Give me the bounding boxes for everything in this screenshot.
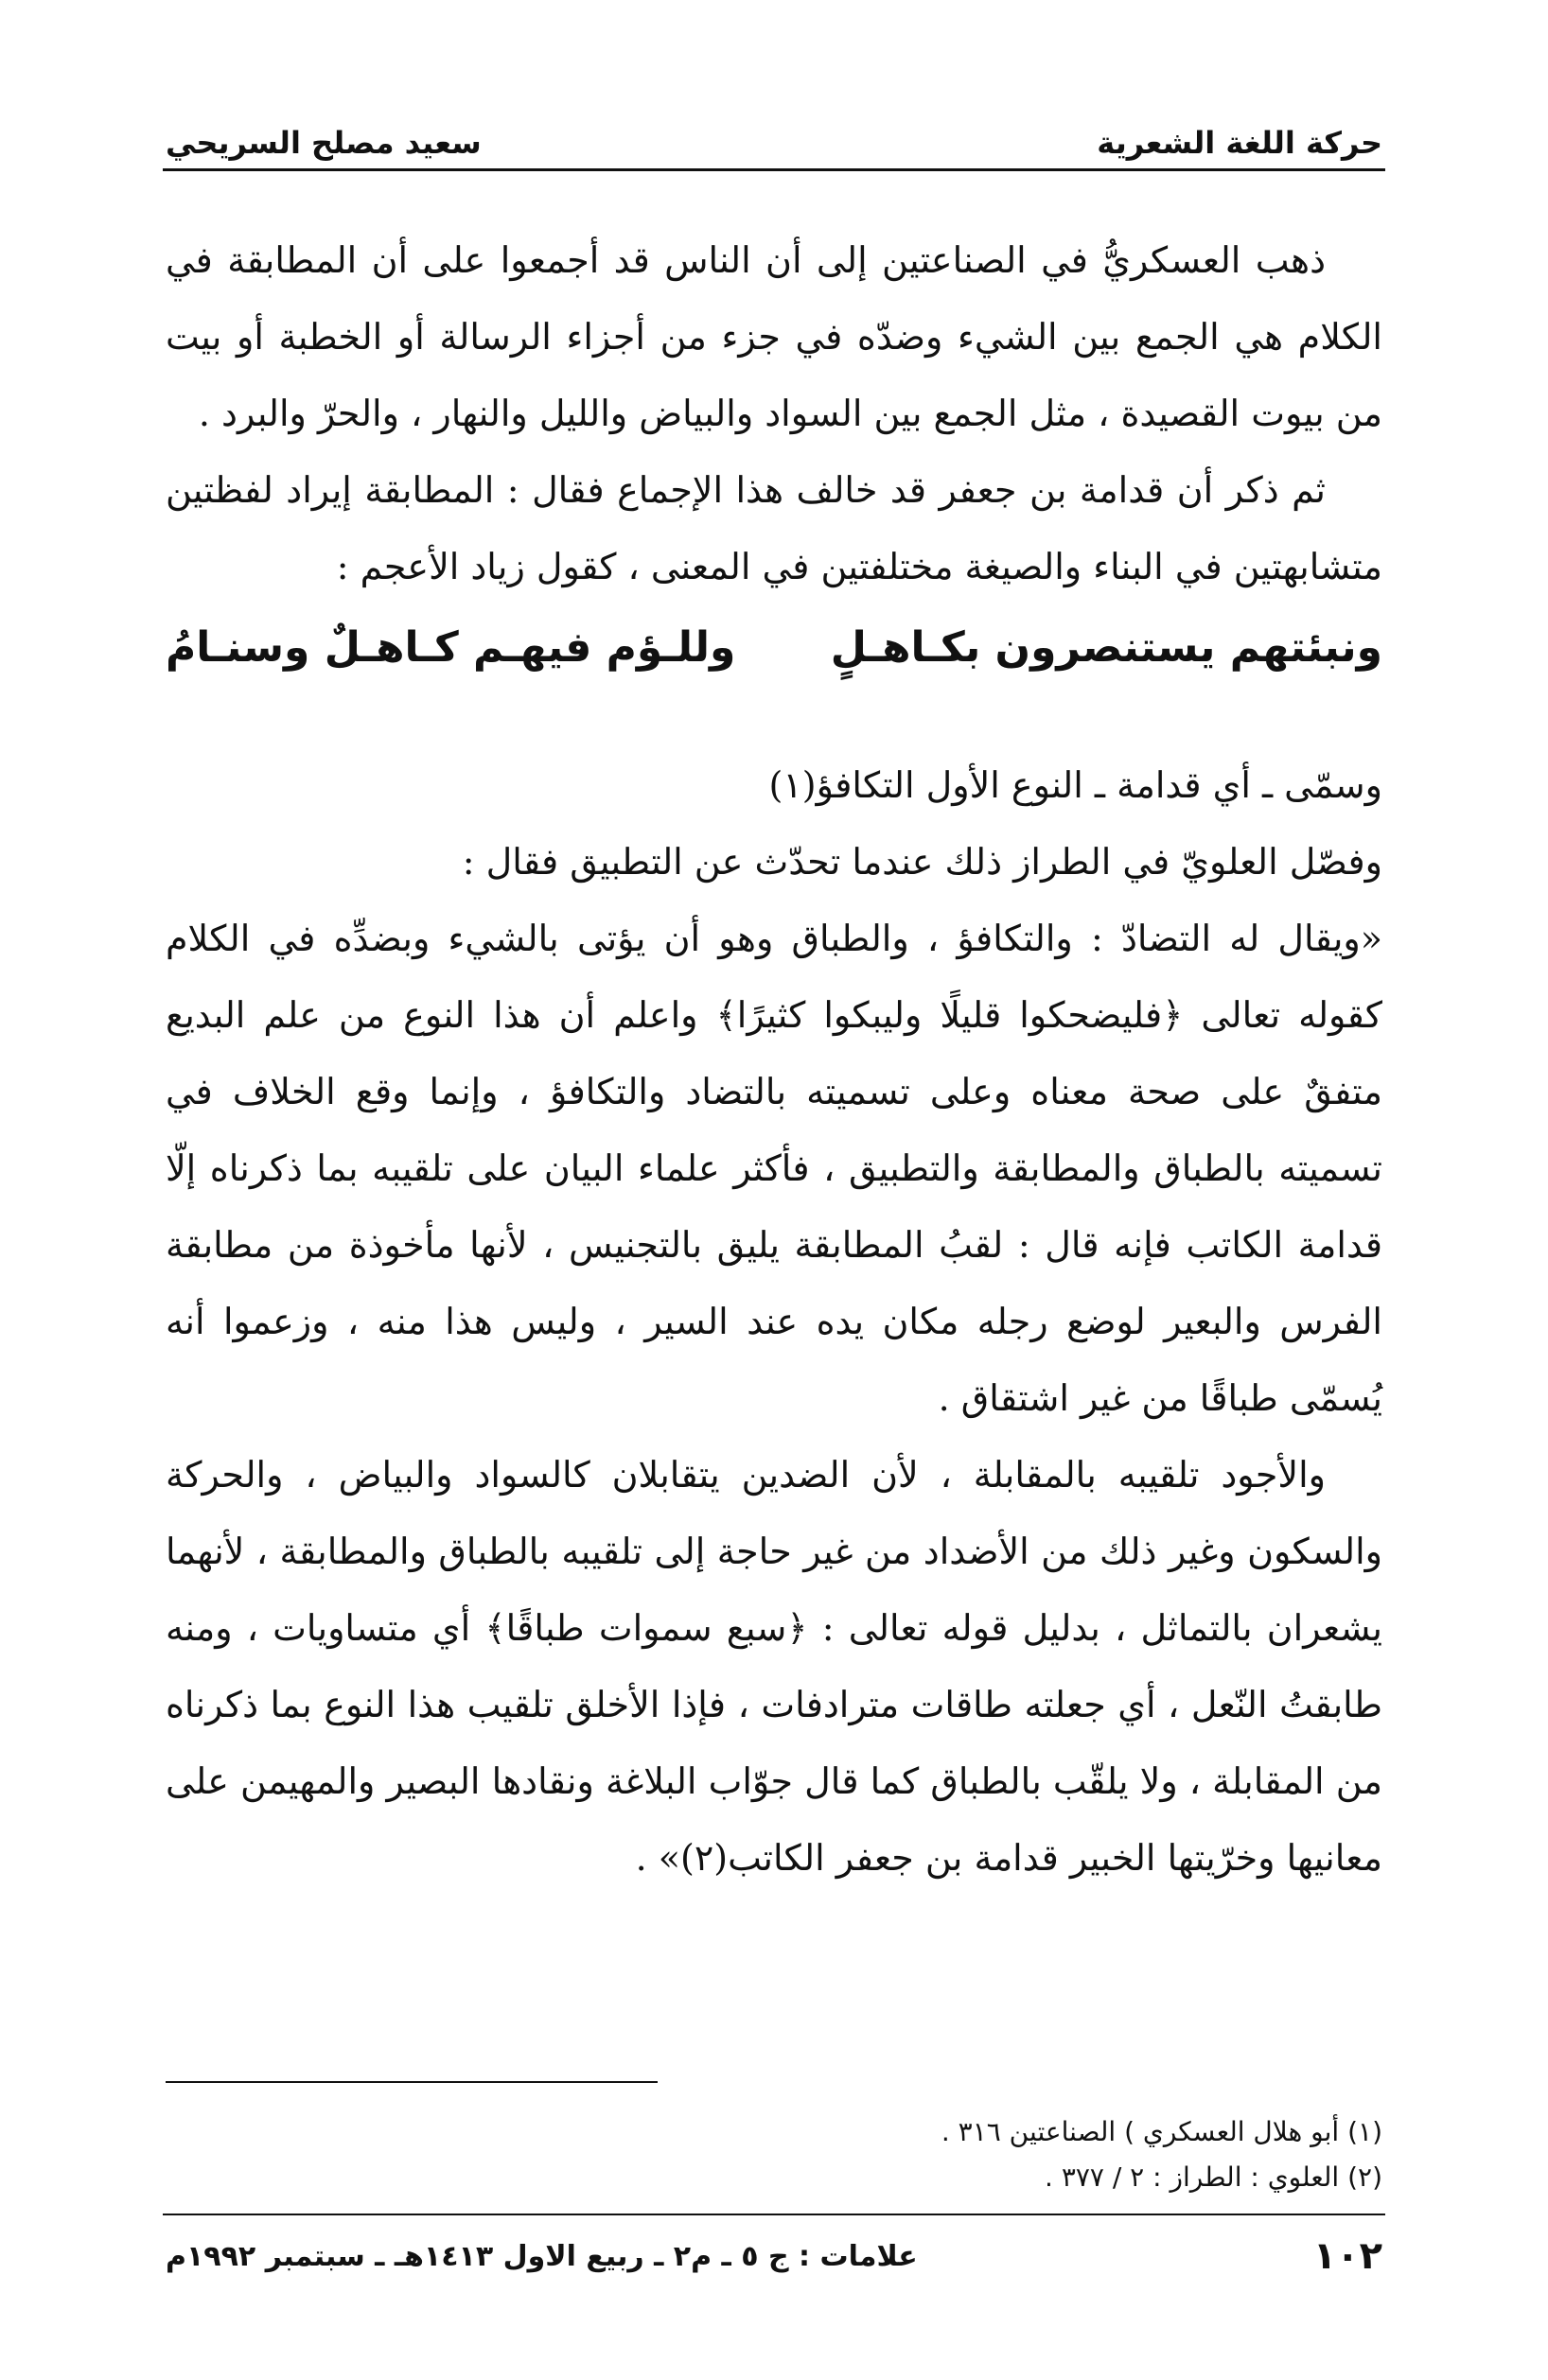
footnote: (٢) العلوي : الطراز : ٢ / ٣٧٧ .: [1045, 2161, 1382, 2193]
poem-verse: [166, 605, 1382, 691]
quotation-paragraph: «ويقال له التضادّ : والتكافؤ ، والطباق وهو أن يؤتى بالشيء وبضدِّه في الكلام كقوله تعالى ﴿فليضحكوا قليلًا وليبكوا كثيرًا﴾ واعلم أن هذا النوع من علم البديع متفقٌ على صحة معناه وعلى تسميته بالتضاد والتكافؤ ، وإنما وقع الخلاف في تسميته بالطباق والمطابقة والتطبيق ، فأكثر علماء البيان على تلقيبه بما ذكرناه إلّا قدامة الكاتب فإنه قال : لقبُ المطابقة يليق بالتجنيس ، لأنها مأخوذة من مطابقة الفرس والبعير لوضع رجله مكان يده عند السير ، وليس هذا منه ، وزعموا أنه يُسمّى طباقًا من غير اشتقاق .: [166, 918, 1382, 1419]
header-author: سعيد مصلح السريحي: [166, 125, 482, 161]
paragraph: وسمّى ـ أي قدامة ـ النوع الأول التكافؤ(١): [768, 764, 1382, 806]
header-rule: [163, 168, 1385, 171]
journal-issue: علامات : ج ٥ ـ م٢ ـ ربيع الاول ١٤١٣هـ ـ سبتمبر ١٩٩٢م: [166, 2239, 918, 2273]
paragraph: ذهب العسكريُّ في الصناعتين إلى أن الناس قد أجمعوا على أن المطابقة في الكلام هي الجمع بين الشيء وضدّه في جزء من أجزاء الرسالة أو الخطبة أو بيت من بيوت القصيدة ، مثل الجمع بين السواد والبياض والليل والنهار ، والحرّ والبرد .: [166, 239, 1382, 434]
verse-first-hemistich: ونبئتهم يستنصرون بكـاهـلٍ: [830, 623, 1382, 672]
page-number: ١٠٢: [1312, 2234, 1382, 2278]
article-body: [166, 222, 1382, 1897]
footnote: (١) أبو هلال العسكري ) الصناعتين ٣١٦ .: [941, 2116, 1382, 2147]
running-footer: [166, 2228, 1382, 2284]
running-header: [166, 95, 1382, 161]
quotation-paragraph: والأجود تلقيبه بالمقابلة ، لأن الضدين يتقابلان كالسواد والبياض ، والحركة والسكون وغير ذلك من الأضداد من غير حاجة إلى تلقيبه بالطباق والمطابقة ، لأنهما يشعران بالتماثل ، بدليل قوله تعالى : ﴿سبع سموات طباقًا﴾ أي متساويات ، ومنه طابقتُ النّعل ، أي جعلته طاقات مترادفات ، فإذا الأخلق تلقيب هذا النوع بما ذكرناه من المقابلة ، ولا يلقّب بالطباق كما قال جوّاب البلاغة ونقادها البصير والمهيمن على معانيها وخرّيتها الخبير قدامة بن جعفر الكاتب(٢)» .: [166, 1454, 1382, 1879]
footer-rule: [163, 2214, 1385, 2215]
paragraph: وفصّل العلويّ في الطراز ذلك عندما تحدّث عن التطبيق فقال :: [462, 841, 1382, 883]
footnote-rule: [166, 2081, 658, 2083]
paragraph: ثم ذكر أن قدامة بن جعفر قد خالف هذا الإجماع فقال : المطابقة إيراد لفظتين متشابهتين في البناء والصيغة مختلفتين في المعنى ، كقول زياد الأعجم :: [166, 469, 1382, 587]
footnotes: [166, 2109, 1382, 2200]
verse-second-hemistich: وللـؤم فيهـم كـاهـلٌ وسنـامُ: [166, 623, 736, 672]
header-title: حركة اللغة الشعرية: [1097, 125, 1382, 161]
